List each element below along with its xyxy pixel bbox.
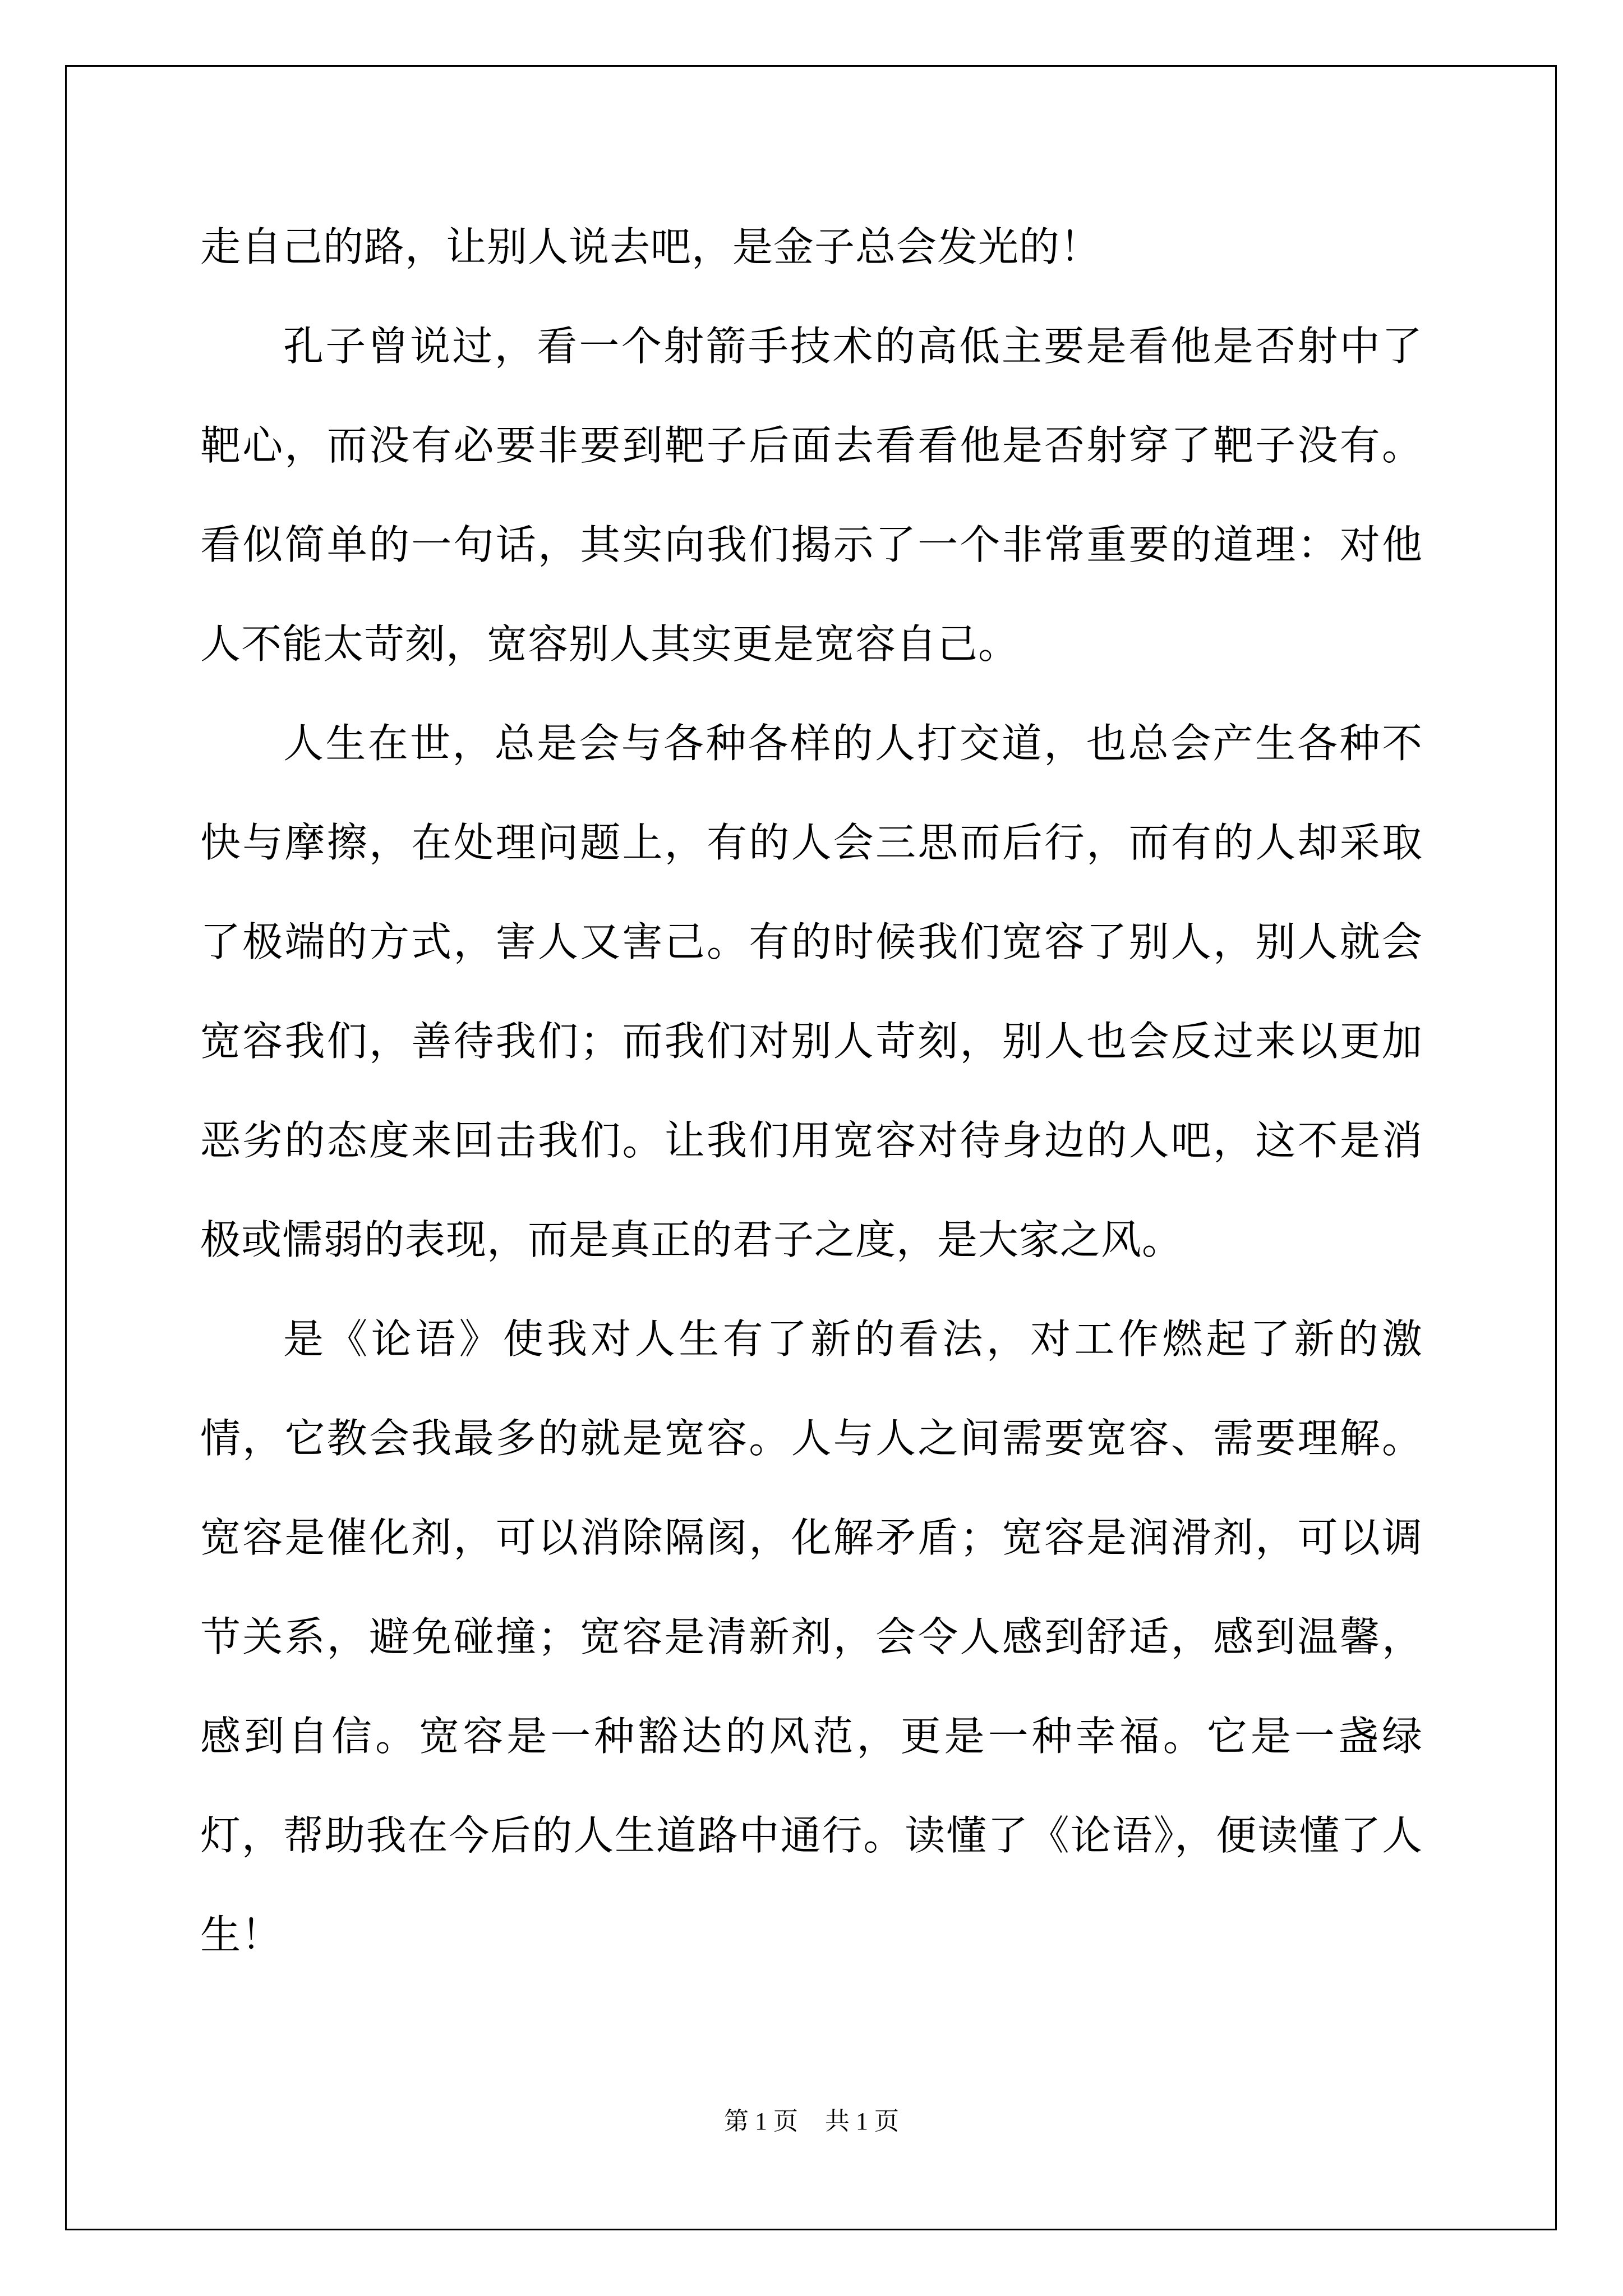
page-footer bbox=[0, 2105, 1623, 2138]
paragraph-4: 是《论语》使我对人生有了新的看法，对工作燃起了新的激情，它教会我最多的就是宽容。人与人之间需要宽容、需要理解。宽容是催化剂，可以消除隔阂，化解矛盾；宽容是润滑剂，可以调节关系，避免碰撞；宽容是清新剂，会令人感到舒适，感到温馨，感到自信。宽容是一种豁达的风范，更是一种幸福。它是一盏绿灯，帮助我在今后的人生道路中通行。读懂了《论语》，便读懂了人生！ bbox=[200, 1315, 1423, 1958]
paragraph-3: 人生在世，总是会与各种各样的人打交道，也总会产生各种不快与摩擦，在处理问题上，有的人会三思而后行，而有的人却采取了极端的方式，害人又害己。有的时候我们宽容了别人，别人就会宽容我们，善待我们；而我们对别人苛刻，别人也会反过来以更加恶劣的态度来回击我们。让我们用宽容对待身边的人吧，这不是消极或懦弱的表现，而是真正的君子之度，是大家之风。 bbox=[200, 720, 1423, 1263]
page-number-total: 共 1 页 bbox=[825, 2108, 899, 2135]
document-body bbox=[200, 197, 1423, 1985]
paragraph-2: 孔子曾说过，看一个射箭手技术的高低主要是看他是否射中了靶心，而没有必要非要到靶子后面去看看他是否射穿了靶子没有。看似简单的一句话，其实向我们揭示了一个非常重要的道理：对他人不能太苛刻，宽容别人其实更是宽容自己。 bbox=[200, 323, 1423, 668]
paragraph-1: 走自己的路，让别人说去吧，是金子总会发光的！ bbox=[200, 223, 1101, 270]
page-number-current: 第 1 页 bbox=[724, 2108, 798, 2135]
